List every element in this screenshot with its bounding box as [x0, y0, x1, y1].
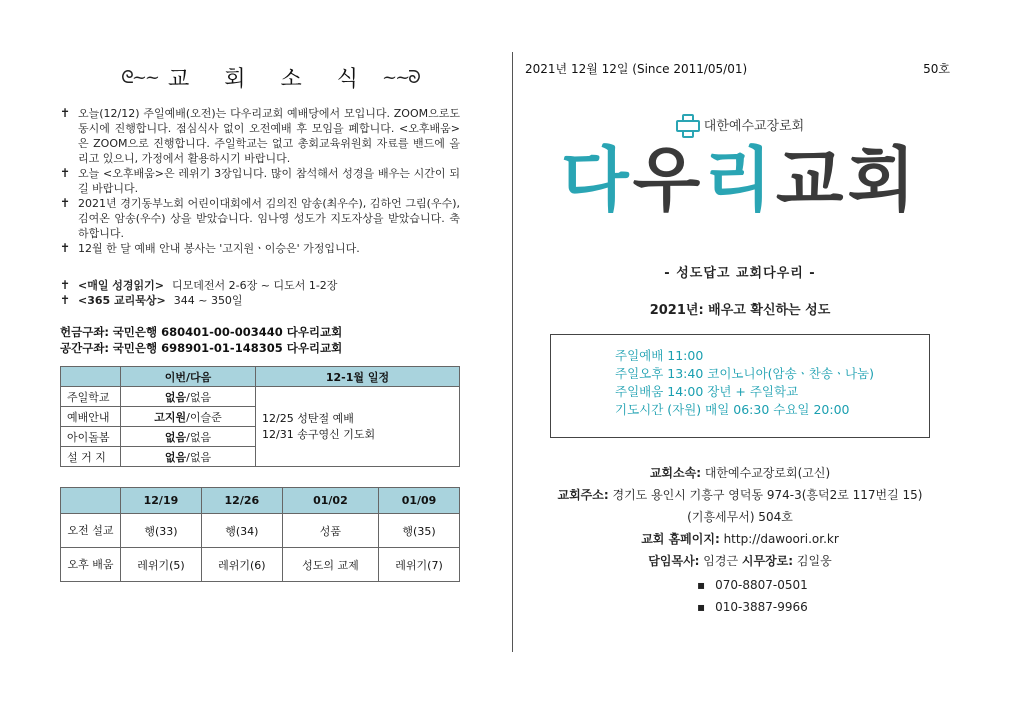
cross-bullet-icon: ✝: [60, 196, 71, 210]
cross-bullet-icon: ✝: [60, 166, 71, 180]
header-line: [525, 60, 955, 76]
table-row: 주일학교 없음/없음 12/25 성탄절 예배 12/31 송구영신 기도회: [61, 387, 460, 407]
duty-header-schedule: 12-1월 일정: [256, 367, 460, 387]
cross-bullet-icon: ✝: [60, 106, 71, 120]
phone-number: ▪ 070-8807-0501: [697, 574, 955, 596]
news-header: [80, 60, 460, 94]
news-item: ✝ 오늘(12/12) 주일예배(오전)는 다우리교회 예배당에서 모입니다. ZOOM으로도 동시에 진행합니다. 점심식사 없이 오전예배 후 모임을 폐합니다. <오후배움>은 ZOOM으로 진행합니다. 주일학교는 없고 총회교육위원회 자료를 밴드에 올리고 있으니, 가정에서 활용하시기 바랍니다.: [60, 106, 460, 165]
page-divider: [512, 52, 513, 652]
denomination: 대한예수교장로회: [525, 114, 955, 134]
ornament-left-icon: ᘓ~~: [121, 66, 158, 88]
church-logo: [525, 139, 955, 221]
duty-header-current: 이번/다음: [121, 367, 256, 387]
bulletin-date: 2021년 12월 12일 (Since 2011/05/01): [525, 62, 748, 76]
cross-logo-icon: [676, 114, 696, 134]
reading-list: [60, 278, 460, 308]
service-time: 주일배움 14:00 장년 + 주일학교: [615, 384, 799, 399]
service-time: 주일예배 11:00: [615, 348, 704, 363]
phone-number: ▪ 010-3887-9966: [697, 596, 955, 618]
service-time: 주일오후 13:40 코이노니아(암송ㆍ찬송ㆍ나눔): [615, 366, 874, 381]
logo-char: 리: [704, 139, 776, 221]
news-item: ✝ 12월 한 달 예배 안내 봉사는 '고지원ㆍ이승은' 가정입니다.: [60, 241, 360, 255]
news-list: [60, 106, 460, 256]
homepage: 교회 홈페이지: http://dawoori.or.kr: [641, 532, 839, 546]
logo-char: 우: [632, 139, 705, 221]
phone-list: [525, 574, 955, 618]
cross-bullet-icon: ✝: [60, 241, 71, 255]
service-time: 기도시간 (자원) 매일 06:30 수요일 20:00: [615, 402, 850, 417]
cross-bullet-icon: ✝: [60, 278, 71, 292]
table-row: 오후 배움 레위기(5) 레위기(6) 성도의 교제 레위기(7): [61, 548, 460, 582]
accounts: [60, 324, 460, 356]
affiliation: 교회소속: 대한예수교장로회(고신): [649, 466, 831, 480]
table-row: 오전 설교 행(33) 행(34) 성품 행(35): [61, 514, 460, 548]
logo-char: 회: [847, 139, 920, 221]
space-account: 공간구좌: 국민은행 698901-01-148305 다우리교회: [60, 341, 343, 355]
reading-item: ✝ <365 교리묵상> 344 ~ 350일: [60, 293, 243, 307]
reading-item: ✝ <매일 성경읽기> 디모데전서 2-6장 ~ 디도서 1-2장: [60, 278, 338, 292]
logo-char: 교: [775, 139, 848, 221]
duty-table: [60, 366, 460, 467]
year-theme: 2021년: 배우고 확신하는 성도: [649, 303, 831, 318]
church-info: [525, 462, 955, 572]
pastors: 담임목사: 임경근 시무장로: 김일웅: [648, 554, 832, 568]
cross-bullet-icon: ✝: [60, 293, 71, 307]
issue-number: 50호: [923, 62, 950, 76]
news-title: 교 회 소 식: [168, 66, 372, 92]
ornament-right-icon: ~~ᘐ: [382, 66, 419, 88]
service-times-box: [550, 334, 930, 438]
table-row: 설 거 지 없음/없음: [61, 447, 460, 467]
left-page: [60, 60, 460, 582]
address: 교회주소: 경기도 용인시 기흥구 영덕동 974-3(흥덕2로 117번길 15): [557, 488, 923, 502]
address-detail: (기흥세무서) 504호: [687, 510, 793, 524]
right-page: [525, 60, 955, 618]
table-row: 예배안내 고지원/이슬준: [61, 407, 460, 427]
duty-header-blank: [61, 367, 121, 387]
offering-account: 헌금구좌: 국민은행 680401-00-003440 다우리교회: [60, 325, 343, 339]
table-row: 아이돌봄 없음/없음: [61, 427, 460, 447]
sermon-table: 12/19 12/26 01/02 01/09 오전 설교 행(33) 행(34) 성품 행(35) 오후 배움 레위기(5) 레위기(6) 성도의 교제 레위기(7): [60, 487, 460, 582]
slogan: - 성도답고 교회다우리 -: [664, 266, 816, 281]
logo-char: 다: [560, 139, 633, 221]
schedule-cell: 12/25 성탄절 예배 12/31 송구영신 기도회: [256, 387, 460, 467]
homepage-link[interactable]: http://dawoori.or.kr: [723, 532, 839, 546]
news-item: ✝ 오늘 <오후배움>은 레위기 3장입니다. 많이 참석해서 성경을 배우는 시간이 되길 바랍니다.: [60, 166, 460, 195]
news-item: ✝ 2021년 경기동부노회 어린이대회에서 김의진 암송(최우수), 김하언 그림(우수), 김여온 암송(우수) 상을 받았습니다. 임나영 성도가 지도자상을 받았습니다. 축하합니다.: [60, 196, 460, 240]
